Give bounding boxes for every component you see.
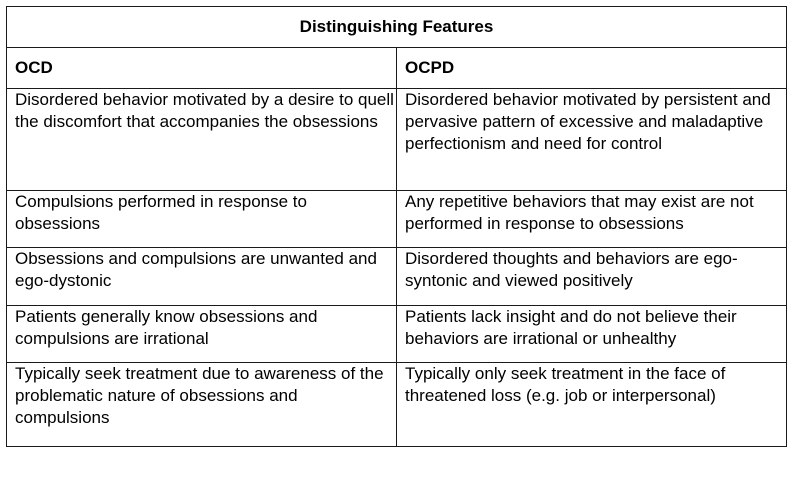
ocd-cell: Typically seek treatment due to awareness of the problematic nature of obsessions and compulsions [7, 363, 397, 447]
table-title: Distinguishing Features [7, 7, 787, 48]
ocd-cell: Obsessions and compulsions are unwanted and ego-dystonic [7, 248, 397, 306]
table-row [7, 191, 787, 248]
ocpd-cell: Patients lack insight and do not believe their behaviors are irrational or unhealthy [397, 306, 787, 363]
table-row [7, 363, 787, 447]
ocpd-cell: Any repetitive behaviors that may exist are not performed in response to obsessions [397, 191, 787, 248]
column-header-ocd: OCD [7, 48, 397, 89]
table-row [7, 248, 787, 306]
distinguishing-features-table [6, 6, 787, 447]
table-row [7, 89, 787, 191]
ocpd-cell: Disordered behavior motivated by persistent and pervasive pattern of excessive and maladaptive perfectionism and need for control [397, 89, 787, 191]
ocd-cell: Patients generally know obsessions and compulsions are irrational [7, 306, 397, 363]
ocd-cell: Disordered behavior motivated by a desire to quell the discomfort that accompanies the obsessions [7, 89, 397, 191]
table-title-row [7, 7, 787, 48]
column-header-ocpd: OCPD [397, 48, 787, 89]
ocpd-cell: Typically only seek treatment in the face of threatened loss (e.g. job or interpersonal) [397, 363, 787, 447]
ocd-cell: Compulsions performed in response to obsessions [7, 191, 397, 248]
table-row [7, 306, 787, 363]
ocpd-cell: Disordered thoughts and behaviors are ego-syntonic and viewed positively [397, 248, 787, 306]
table-header-row [7, 48, 787, 89]
